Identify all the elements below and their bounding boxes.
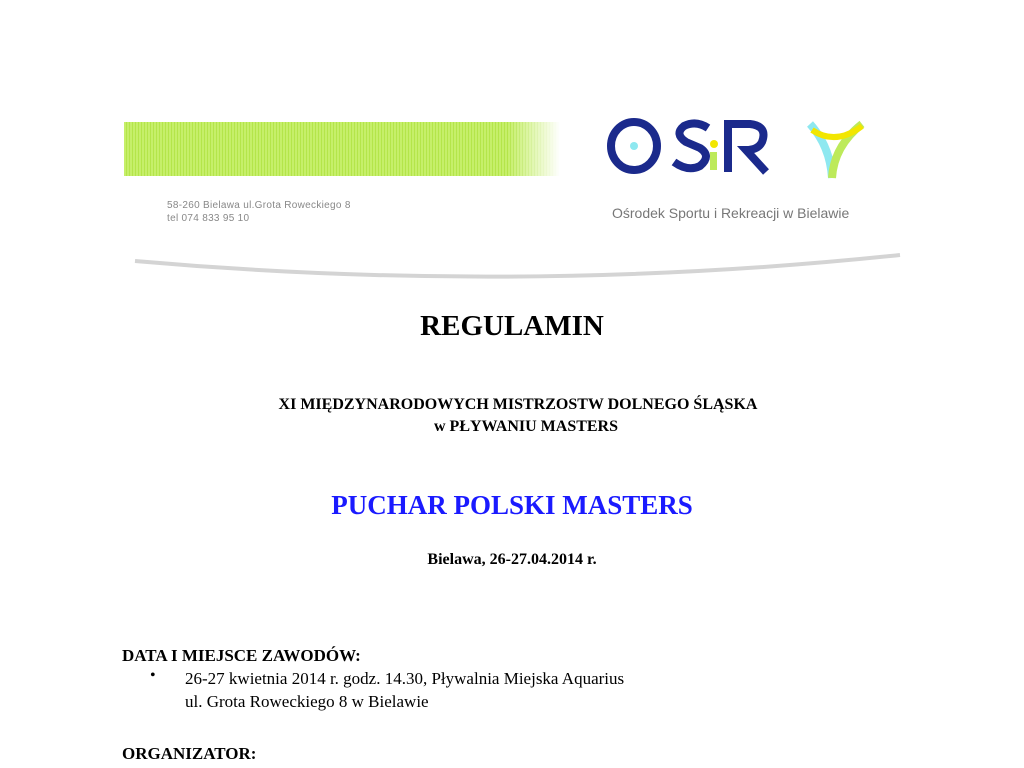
phone-line: tel 074 833 95 10 [167, 213, 250, 224]
bullet-icon: • [150, 667, 156, 684]
page-title: REGULAMIN [420, 310, 604, 342]
cup-title: PUCHAR POLSKI MASTERS [331, 490, 693, 520]
section-heading-date-place: DATA I MIEJSCE ZAWODÓW: [122, 646, 361, 665]
place-date: Bielawa, 26-27.04.2014 r. [427, 551, 597, 568]
subtitle-line-1: XI MIĘDZYNARODOWYCH MISTRZOSTW DOLNEGO ŚLĄSKA [278, 396, 758, 413]
osr-logo [600, 116, 880, 186]
letterhead-green-bar [124, 122, 560, 176]
organization-tagline: Ośrodek Sportu i Rekreacji w Bielawie [612, 205, 850, 221]
address-detail: ul. Grota Roweckiego 8 w Bielawie [185, 692, 429, 711]
letterhead-divider-arc [130, 245, 910, 285]
address-line: 58-260 Bielawa ul.Grota Roweckiego 8 [167, 200, 351, 211]
subtitle-line-2: w PŁYWANIU MASTERS [433, 418, 619, 435]
section-heading-organizer: ORGANIZATOR: [122, 744, 257, 763]
date-place-detail: 26-27 kwietnia 2014 r. godz. 14.30, Pływalnia Miejska Aquarius [185, 669, 625, 688]
